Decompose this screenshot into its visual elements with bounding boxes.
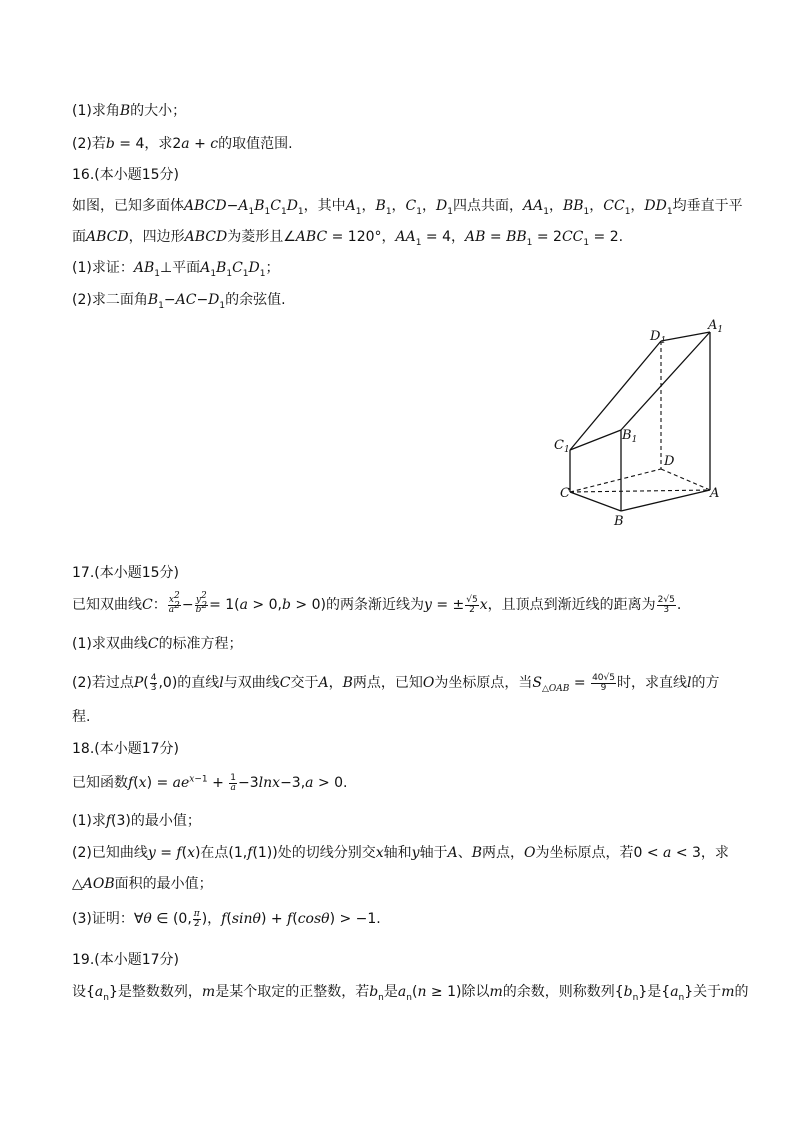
q15-part2: (2)若b = 4，求2a + c的取值范围. (72, 136, 293, 152)
q17-part2-line1: (2)若过点P( $\frac{4}{3}$ ,0)的直线l与双曲线C交于A，B两点，已知O为坐标原点，当$S_{\triangle OAB}$ = $\frac{40√5}{9}$ 时，求直线l的方 (72, 672, 720, 694)
label-C: C (560, 486, 570, 501)
label-D: D (664, 454, 675, 469)
label-C1: $C_1$ (554, 438, 570, 455)
q18-part3: (3)证明：∀θ ∈ (0, $\frac{\pi}{2}$ )，f(sinθ) + f(cosθ) > −1. (72, 908, 381, 929)
q19-stem-line1: 设$\{a_n\}$是整数数列，m是某个取定的正整数，若$b_n$是$a_n(n \ge 1)$除以m的余数，则称数列$\{b_n\}$是$\{a_n\}$关于m的 (72, 984, 749, 1003)
q17-stem: 已知双曲线C： $\frac{x^2}{a^2}$ − $\frac{y^2}{b^2}$ = 1(a > 0,b > 0)的两条渐近线为y = ± $\frac{√5}{2}$ x，且顶点到渐近线的距离为 $\frac{2√5}{3}$ . (72, 590, 682, 615)
edge-CA-hidden (570, 490, 710, 492)
q16-part1: (1)求证：$AB_1\perp$平面$A_1B_1C_1D_1$； (72, 260, 280, 279)
label-A: A (710, 486, 720, 501)
edge-C1D1 (570, 341, 661, 450)
label-A1: $A_1$ (708, 318, 724, 335)
q18-part2-line2: △AOB面积的最小值； (72, 876, 213, 892)
q15-part1: (1)求角B的大小； (72, 103, 187, 119)
q17-header: 17.(本小题15分) (72, 565, 180, 581)
q19-header: 19.(本小题17分) (72, 952, 180, 968)
label-D1: $D_1$ (650, 329, 667, 346)
q18-part1: (1)求f(3)的最小值； (72, 813, 201, 829)
edge-CB (570, 492, 621, 511)
q16-header: 16.(本小题15分) (72, 167, 180, 183)
q16-stem-line1: 如图，已知多面体$ABCD-A_1B_1C_1D_1$，其中$A_1$，$B_1$，$C_1$，$D_1$四点共面，$AA_1$，$BB_1$，$CC_1$，$DD_1$均垂直于平 (72, 198, 743, 217)
q18-stem: 已知函数$f(x) = ae^{x-1}$ + $\frac{1}{a}$ −3lnx−3,a > 0. (72, 772, 348, 793)
edge-BA (621, 490, 710, 511)
polyhedron-figure (548, 312, 728, 532)
edge-CD-hidden (570, 469, 661, 492)
q18-part2-line1: (2)已知曲线y = f(x)在点(1,f(1))处的切线分别交x轴和y轴于A、B两点，O为坐标原点，若0 < a < 3，求 (72, 845, 729, 861)
q16-part2: (2)求二面角$B_1-AC-D_1$的余弦值. (72, 292, 286, 311)
edge-B1A1 (621, 332, 710, 430)
edge-DA-hidden (661, 469, 710, 490)
label-B1: $B_1$ (622, 428, 638, 445)
q18-header: 18.(本小题17分) (72, 741, 180, 757)
q17-part1: (1)求双曲线C的标准方程； (72, 636, 243, 652)
q16-stem-line2: 面ABCD，四边形ABCD为菱形且∠ABC = 120°，$AA_1 = 4$，AB = $BB_1 = 2CC_1 = 2$. (72, 229, 624, 248)
label-B: B (614, 514, 624, 529)
q17-part2-line2: 程. (72, 709, 91, 725)
